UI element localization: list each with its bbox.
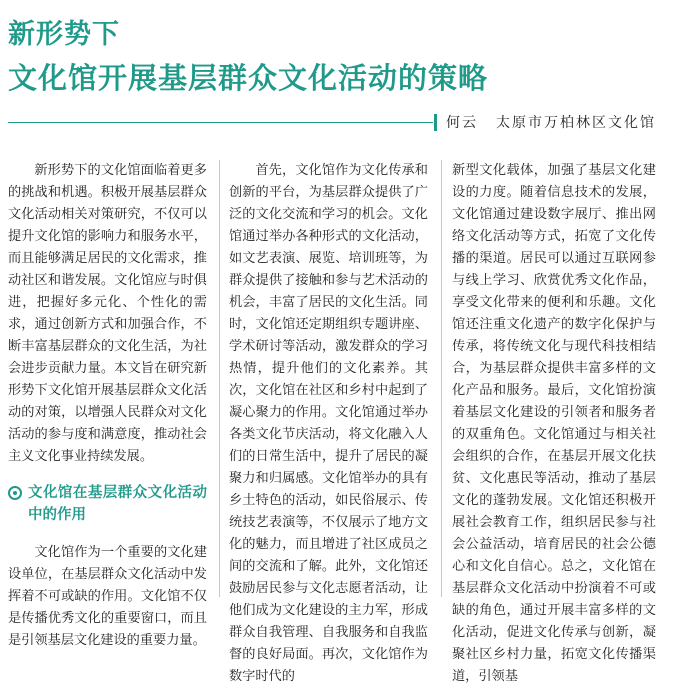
author-name: 何云 [446,115,478,131]
section-bullet-icon [8,486,22,500]
byline [446,112,656,132]
column-3-text: 新型文化载体，加强了基层文化建设的力度。随着信息技术的发展，文化馆通过建设数字展厅、推出网络文化活动等方式，拓宽了文化传播的渠道。居民可以通过互联网参与线上学习、欣赏优秀文化作品，享受文化带来的便利和乐趣。文化馆还注重文化遗产的数字化保护与传承，将传统文化与现代科技相结合，为基层群众提供丰富多样的文化产品和服务。最后，文化馆扮演着基层文化建设的引领者和服务者的双重角色。文化馆通过与相关社会组织的合作，在基层开展文化扶贫、文化惠民等活动，推动了基层文化的蓬勃发展。文化馆还积极开展社会教育工作，组织居民参与社会公益活动，培育居民的社会公德心和文化自信心。总之，文化馆在基层群众文化活动中扮演着不可或缺的角色，通过开展丰富多样的文化活动，促进文化传承与创新，凝聚社区乡村力量，拓宽文化传播渠道，引领基 [452,163,656,684]
text-column-3 [452,160,656,688]
section-heading [8,482,207,526]
author-affiliation: 太原市万柏林区文化馆 [496,115,656,131]
section-paragraph: 文化馆作为一个重要的文化建设单位，在基层群众文化活动中发挥着不可或缺的作用。文化馆不仅是传播优秀文化的重要窗口，而且是引领基层文化建设的重要力量。 [8,545,207,648]
byline-marker [434,114,437,131]
title-line-1: 新形势下 [8,19,120,50]
title-line-2: 文化馆开展基层群众文化活动的策略 [8,61,489,95]
byline-rule [8,122,433,123]
byline-row [0,108,676,138]
column-divider-1 [219,160,220,597]
section-heading-text: 文化馆在基层群众文化活动中的作用 [28,485,207,523]
intro-paragraph: 新形势下的文化馆面临着更多的挑战和机遇。积极开展基层群众文化活动相关对策研究，不仅可以提升文化馆的影响力和服务水平，而且能够满足居民的文化需求，推动社区和谐发展。文化馆应与时俱进，把握好多元化、个性化的需求，通过创新方式和加强合作，不断丰富基层群众的文化生活，为社会进步贡献力量。本文旨在研究新形势下文化馆开展基层群众文化活动的对策，以增强人民群众对文化活动的参与度和满意度，推动社会主义文化事业持续发展。 [8,163,207,464]
column-2-text: 首先，文化馆作为文化传承和创新的平台，为基层群众提供了广泛的文化交流和学习的机会。文化馆通过举办各种形式的文化活动，如文艺表演、展览、培训班等，为群众提供了接触和参与艺术活动的机会，丰富了居民的文化生活。同时，文化馆还定期组织专题讲座、学术研讨等活动，激发群众的学习热情，提升他们的文化素养。其次，文化馆在社区和乡村中起到了凝心聚力的作用。文化馆通过举办各类文化节庆活动，将文化融入人们的日常生活中，提升了居民的凝聚力和归属感。文化馆举办的具有乡土特色的活动，如民俗展示、传统技艺表演等，不仅展示了地方文化的魅力，而且增进了社区成员之间的交流和了解。此外，文化馆还鼓励居民参与文化志愿者活动，让他们成为文化建设的主力军，形成群众自我管理、自我服务和自我监督的良好局面。再次，文化馆作为数字时代的 [229,163,428,684]
text-column-1 [8,160,207,652]
text-column-2 [229,160,428,688]
column-divider-2 [441,160,442,597]
